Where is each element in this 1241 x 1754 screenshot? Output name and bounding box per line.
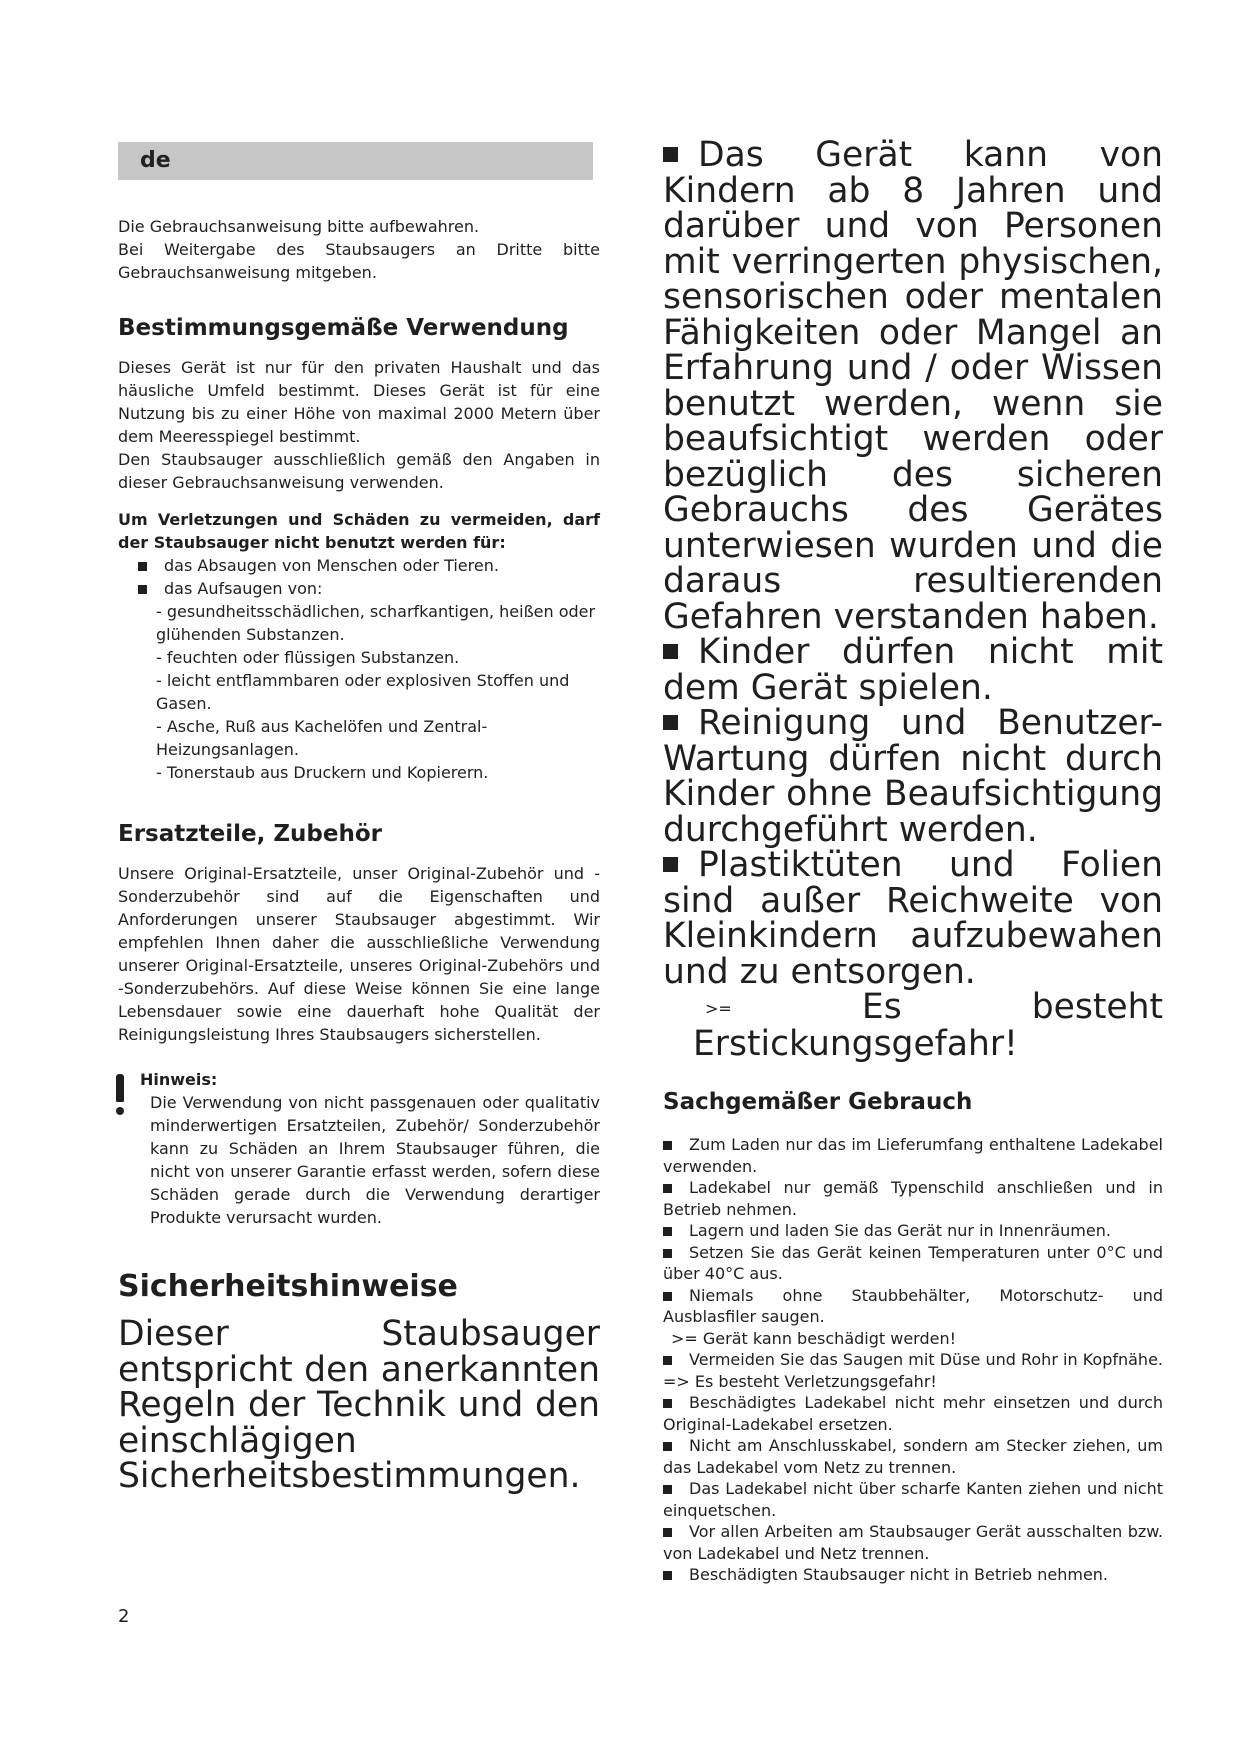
big-list-item: Plastiktüten und Folien sind außer Reichweite von Kleinkindern aufzubewahen und zu entsorgen. xyxy=(663,845,1163,992)
list-item: Beschädigtes Ladekabel nicht mehr einsetzen und durch Original-Ladekabel ersetzen. xyxy=(663,1393,1163,1434)
list-item: Beschädigten Staubsauger nicht in Betrieb nehmen. xyxy=(663,1564,1163,1586)
exclamation-icon xyxy=(108,1074,132,1118)
list-item: Nicht am Anschlusskabel, sondern am Stecker ziehen, um das Ladekabel vom Netz zu trennen. xyxy=(663,1436,1163,1477)
bullet-square-icon xyxy=(663,1442,672,1451)
bullet-square-icon xyxy=(663,715,678,730)
right-column xyxy=(663,135,1164,1586)
sub-list-item: - Tonerstaub aus Druckern und Kopierern. xyxy=(156,763,489,782)
bullet-square-icon xyxy=(663,147,678,162)
bullet-square-icon xyxy=(138,585,147,594)
intro-line-1: Die Gebrauchsanweisung bitte aufbewahren. xyxy=(118,217,480,236)
safety-heading: Sicherheitshinweise xyxy=(118,1269,458,1304)
big-list-item: Kinder dürfen nicht mit dem Gerät spielen. xyxy=(663,632,1163,708)
usage-paragraph-2: Den Staubsauger ausschließlich gemäß den Angaben in dieser Gebrauchsanweisung verwenden. xyxy=(118,450,600,492)
bullet-square-icon xyxy=(663,1184,672,1193)
language-label: de xyxy=(140,148,171,173)
list-item: Vor allen Arbeiten am Staubsauger Gerät ausschalten bzw. von Ladekabel und Netz trennen. xyxy=(663,1522,1163,1563)
bullet-square-icon xyxy=(663,857,678,872)
usage-warning-heading: Um Verletzungen und Schäden zu vermeiden, darf der Staubsauger nicht benutzt werden für: xyxy=(118,510,600,552)
proper-use-list xyxy=(663,1134,1163,1586)
parts-heading: Ersatzteile, Zubehör xyxy=(118,821,382,847)
sub-list-item: - leicht entflammbaren oder explosiven Stoffen und Gasen. xyxy=(156,671,570,713)
bullet-square-icon xyxy=(663,1399,672,1408)
usage-sublist xyxy=(118,600,600,784)
bullet-square-icon xyxy=(138,562,147,571)
parts-paragraph: Unsere Original-Ersatzteile, unser Original-Zubehör und -Sonderzubehör sind auf die Eigenschaften und Anforderungen unserer Staubsauger abgestimmt. Wir empfehlen Ihnen daher die ausschließliche Verwendung unserer Original-Ersatzteile, unseres Original-Zubehörs und -Sonderzubehörs. Auf diese Weise können Sie eine lange Lebensdauer sowie eine dauerhaft hohe Qualität der Reinigungsleistung Ihres Staubsaugers sicherstellen. xyxy=(118,864,600,1044)
list-item: Zum Laden nur das im Lieferumfang enthaltene Ladekabel verwenden. xyxy=(663,1135,1163,1176)
list-item: Ladekabel nur gemäß Typenschild anschließen und in Betrieb nehmen. xyxy=(663,1178,1163,1219)
bullet-square-icon xyxy=(663,1571,672,1580)
arrow-marker: >= xyxy=(705,999,732,1018)
sub-list-item: - Asche, Ruß aus Kachelöfen und Zentral- Heizungsanlagen. xyxy=(156,717,488,759)
list-item: das Aufsaugen von: xyxy=(118,577,600,600)
bullet-square-icon xyxy=(663,1249,672,1258)
bullet-square-icon xyxy=(663,1292,672,1301)
big-list-item: Das Gerät kann von Kindern ab 8 Jahren und darüber und von Personen mit verringerten physischen, sensorischen oder mentalen Fähigkeiten oder Mangel an Erfahrung und / oder Wissen benutzt werden, wenn sie beaufsichtigt werden oder bezüglich des sicheren Gebrauchs des Gerätes unterwiesen wurden und die daraus resultierenden Gefahren verstanden haben. xyxy=(663,135,1163,637)
note-box xyxy=(118,1068,600,1229)
usage-list xyxy=(118,554,600,600)
bullet-square-icon xyxy=(663,1485,672,1494)
left-column xyxy=(118,142,600,1495)
sub-list-item: - gesundheitsschädlichen, scharfkantigen, heißen oder glühenden Substanzen. xyxy=(156,602,596,644)
sub-list-item: - feuchten oder flüssigen Substanzen. xyxy=(156,648,460,667)
note-title: Hinweis: xyxy=(140,1070,218,1089)
big-warning: >= Es besteht Erstickungsgefahr! xyxy=(693,987,1164,1064)
list-item: Setzen Sie das Gerät keinen Temperaturen unter 0°C und über 40°C aus. xyxy=(663,1242,1163,1283)
big-list-item: Reinigung und Benutzer-Wartung dürfen nicht durch Kinder ohne Beaufsichtigung durchgeführt werden. xyxy=(663,703,1163,850)
bullet-square-icon xyxy=(663,1356,672,1365)
list-item: Lagern und laden Sie das Gerät nur in Innenräumen. xyxy=(663,1220,1163,1242)
list-item: Das Ladekabel nicht über scharfe Kanten ziehen und nicht einquetschen. xyxy=(663,1479,1163,1520)
bullet-square-icon xyxy=(663,1227,672,1236)
page-number: 2 xyxy=(118,1606,130,1627)
intro-line-2: Bei Weitergabe des Staubsaugers an Dritte bitte Gebrauchsanweisung mitgeben. xyxy=(118,240,600,282)
safety-statement: Dieser Staubsauger entspricht den anerkannten Regeln der Technik und den einschlägigen Sicherheitsbestimmungen. xyxy=(118,1314,600,1496)
bullet-square-icon xyxy=(663,644,678,659)
bullet-square-icon xyxy=(663,1141,672,1150)
list-item: Niemals ohne Staubbehälter, Motorschutz- und Ausblasfiler saugen. xyxy=(663,1285,1163,1326)
bullet-square-icon xyxy=(663,1528,672,1537)
usage-heading: Bestimmungsgemäße Verwendung xyxy=(118,315,569,341)
damage-warning: >= Gerät kann beschädigt werden! xyxy=(671,1328,957,1348)
list-item: das Absaugen von Menschen oder Tieren. xyxy=(118,554,600,577)
proper-use-heading: Sachgemäßer Gebrauch xyxy=(663,1089,973,1115)
usage-paragraph-1: Dieses Gerät ist nur für den privaten Haushalt und das häusliche Umfeld bestimmt. Dieses Gerät ist für eine Nutzung bis zu einer Höhe von maximal 2000 Metern über dem Meeresspiegel bestimmt. xyxy=(118,358,600,446)
list-item: Vermeiden Sie das Saugen mit Düse und Rohr in Kopfnähe. => Es besteht Verletzungsgefahr! xyxy=(663,1350,1163,1391)
note-text: Die Verwendung von nicht passgenauen oder qualitativ minderwertigen Ersatzteilen, Zubehör/ Sonderzubehör kann zu Schäden an Ihrem Staubsauger führen, die nicht von unserer Garantie erfasst werden, sofern diese Schäden gerade durch die Verwendung derartiger Produkte verursacht wurden. xyxy=(150,1093,600,1227)
